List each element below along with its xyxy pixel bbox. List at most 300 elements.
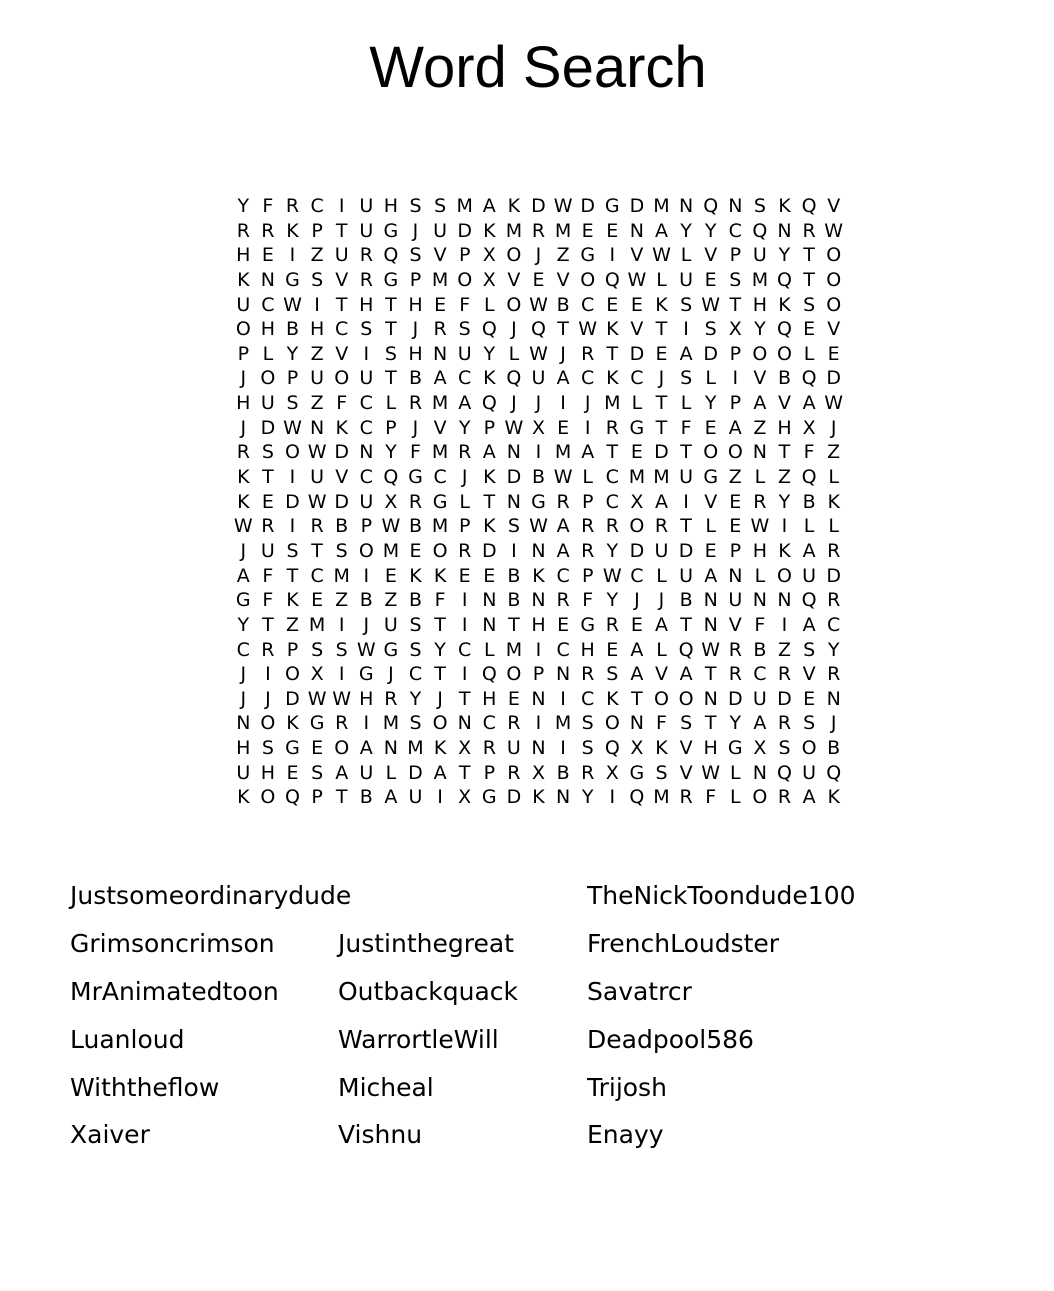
grid-letter: U	[383, 613, 398, 636]
grid-letter: V	[335, 466, 349, 489]
grid-letter: U	[679, 564, 694, 587]
grid-letter: I	[560, 392, 566, 415]
grid-letter: O	[629, 515, 645, 538]
grid-letter: R	[679, 786, 693, 809]
grid-letter: D	[481, 539, 497, 562]
word-list-item: Luanloud	[70, 1025, 185, 1054]
grid-letter: U	[236, 293, 251, 316]
grid-letter: Q	[383, 244, 399, 267]
grid-letter: O	[752, 786, 768, 809]
grid-letter: B	[556, 293, 570, 316]
grid-letter: R	[236, 219, 250, 242]
grid-letter: I	[560, 687, 566, 710]
grid-letter: S	[409, 613, 422, 636]
grid-letter: O	[826, 244, 842, 267]
grid-letter: R	[335, 712, 349, 735]
grid-letter: Y	[385, 441, 397, 464]
grid-letter: K	[483, 466, 496, 489]
grid-letter: S	[803, 638, 816, 661]
grid-letter: G	[358, 663, 374, 686]
grid-letter: N	[432, 342, 448, 365]
grid-letter: U	[359, 219, 374, 242]
grid-letter: H	[408, 342, 423, 365]
grid-letter: A	[704, 564, 718, 587]
grid-letter: R	[482, 737, 496, 760]
grid-letter: C	[359, 416, 373, 439]
grid-letter: T	[606, 441, 619, 464]
grid-letter: I	[584, 416, 591, 439]
grid-letter: O	[604, 712, 620, 735]
grid-letter: Z	[310, 342, 324, 365]
grid-letter: I	[511, 539, 517, 562]
grid-letter: D	[727, 687, 743, 710]
grid-letter: S	[680, 367, 693, 390]
grid-letter: J	[240, 367, 247, 390]
grid-letter: R	[605, 515, 619, 538]
grid-letter: R	[285, 195, 300, 217]
grid-letter: U	[359, 195, 374, 217]
grid-letter: U	[679, 466, 694, 489]
grid-letter: C	[753, 663, 767, 686]
word-list-item: Micheal	[338, 1073, 434, 1102]
grid-letter: I	[560, 737, 566, 760]
grid-letter: P	[385, 416, 397, 439]
grid-letter: R	[261, 515, 275, 538]
grid-letter: E	[261, 244, 274, 267]
grid-letter: N	[457, 712, 472, 735]
grid-letter: Z	[556, 244, 570, 267]
grid-letter: N	[629, 712, 644, 735]
grid-letter: U	[359, 761, 374, 784]
grid-letter: A	[654, 613, 668, 636]
grid-letter: T	[704, 712, 717, 735]
grid-letter: H	[482, 687, 497, 710]
grid-letter: R	[408, 490, 423, 513]
grid-letter: H	[359, 687, 374, 710]
grid-letter: D	[531, 195, 546, 217]
grid-letter: S	[311, 761, 324, 784]
grid-letter: E	[803, 687, 816, 710]
grid-letter: K	[237, 466, 250, 489]
grid-letter: P	[409, 268, 422, 291]
grid-letter: M	[382, 539, 400, 562]
grid-letter: G	[383, 219, 399, 242]
grid-letter: F	[754, 613, 766, 636]
grid-letter: R	[556, 589, 570, 612]
grid-letter: V	[556, 268, 570, 291]
grid-letter: R	[458, 441, 472, 464]
grid-letter: E	[655, 342, 668, 365]
grid-letter: M	[751, 268, 769, 291]
grid-letter: M	[431, 392, 449, 415]
grid-letter: R	[753, 490, 767, 513]
grid-letter: T	[262, 466, 274, 489]
grid-letter: G	[629, 416, 645, 439]
grid-letter: C	[458, 638, 472, 661]
grid-letter: H	[383, 195, 399, 217]
grid-letter: I	[535, 638, 542, 661]
grid-letter: X	[630, 490, 644, 513]
grid-letter: T	[458, 687, 471, 710]
word-list-item: Xaiver	[70, 1120, 150, 1149]
grid-letter: L	[656, 638, 667, 661]
grid-letter: Y	[483, 342, 496, 365]
grid-letter: A	[581, 441, 595, 464]
grid-letter: C	[310, 564, 324, 587]
grid-letter: Q	[481, 663, 497, 686]
grid-letter: G	[285, 268, 300, 291]
grid-letter: Z	[285, 613, 299, 636]
grid-letter: Q	[531, 318, 546, 341]
grid-letter: Y	[606, 539, 619, 562]
grid-letter: A	[630, 638, 644, 661]
grid-letter: S	[434, 195, 447, 217]
grid-letter: C	[827, 613, 841, 636]
grid-letter: C	[581, 687, 595, 710]
grid-letter: X	[310, 663, 324, 686]
grid-letter: U	[359, 367, 374, 390]
grid-letter: J	[240, 539, 247, 562]
grid-letter: E	[704, 539, 717, 562]
grid-letter: C	[581, 367, 595, 390]
grid-letter: V	[753, 367, 767, 390]
grid-letter: L	[705, 367, 716, 390]
grid-letter: P	[286, 638, 299, 661]
grid-letter: D	[678, 539, 694, 562]
grid-letter: G	[235, 589, 251, 612]
grid-letter: Q	[481, 392, 497, 415]
grid-letter: N	[555, 786, 571, 809]
grid-letter: K	[532, 786, 545, 809]
grid-letter: K	[237, 786, 250, 809]
grid-letter: E	[606, 638, 619, 661]
grid-letter: U	[802, 564, 817, 587]
grid-letter: J	[412, 219, 419, 242]
grid-letter: V	[630, 318, 644, 341]
grid-letter: N	[777, 219, 792, 242]
grid-letter: O	[777, 342, 792, 365]
word-list-item: Enayy	[587, 1120, 664, 1149]
grid-letter: O	[678, 687, 694, 710]
grid-letter: M	[554, 712, 572, 735]
grid-letter: W	[307, 441, 327, 464]
grid-letter: K	[532, 564, 545, 587]
grid-letter: D	[506, 466, 522, 489]
grid-letter: R	[433, 318, 447, 341]
grid-letter: R	[384, 687, 398, 710]
grid-letter: B	[753, 638, 767, 661]
grid-letter: G	[383, 638, 399, 661]
grid-letter: G	[432, 490, 448, 513]
grid-letter: K	[286, 589, 299, 612]
grid-letter: N	[482, 613, 497, 636]
grid-letter: A	[802, 392, 816, 415]
grid-letter: D	[629, 539, 645, 562]
grid-letter: Q	[678, 638, 694, 661]
grid-letter: R	[408, 392, 423, 415]
grid-letter: A	[654, 490, 668, 513]
grid-letter: W	[750, 515, 770, 538]
grid-letter: F	[336, 392, 348, 415]
grid-letter: Q	[801, 195, 817, 217]
grid-letter: N	[555, 663, 571, 686]
grid-letter: T	[655, 318, 668, 341]
grid-letter: X	[482, 268, 496, 291]
grid-letter: R	[556, 490, 570, 513]
grid-letter: R	[605, 416, 619, 439]
grid-letter: S	[507, 515, 520, 538]
grid-letter: W	[824, 392, 844, 415]
grid-letter: I	[781, 515, 788, 538]
grid-letter: M	[653, 786, 670, 809]
grid-letter: W	[553, 466, 573, 489]
grid-letter: N	[826, 687, 841, 710]
grid-letter: C	[359, 466, 373, 489]
grid-letter: R	[261, 219, 275, 242]
grid-letter: Z	[777, 638, 791, 661]
grid-letter: Q	[777, 268, 792, 291]
word-list-item: Justinthegreat	[338, 929, 514, 958]
grid-letter: Y	[827, 638, 840, 661]
grid-letter: K	[778, 539, 791, 562]
grid-letter: E	[630, 441, 643, 464]
grid-letter: F	[680, 416, 692, 439]
grid-letter: N	[703, 687, 718, 710]
grid-letter: N	[678, 195, 694, 217]
word-list-item: Justsomeordinarydude	[70, 881, 352, 910]
grid-letter: U	[531, 367, 546, 390]
grid-letter: E	[606, 293, 619, 316]
grid-letter: J	[830, 712, 837, 735]
grid-letter: I	[289, 244, 296, 267]
grid-letter: D	[506, 786, 522, 809]
grid-letter: U	[752, 687, 767, 710]
grid-letter: L	[705, 515, 716, 538]
grid-letter: Z	[384, 589, 398, 612]
grid-letter: K	[433, 564, 447, 587]
grid-letter: K	[483, 367, 496, 390]
grid-letter: M	[505, 638, 523, 661]
grid-letter: D	[629, 342, 645, 365]
grid-letter: T	[606, 342, 619, 365]
grid-letter: R	[581, 663, 595, 686]
grid-letter: H	[580, 638, 595, 661]
grid-letter: V	[827, 195, 841, 217]
grid-letter: U	[728, 589, 743, 612]
grid-letter: S	[409, 244, 422, 267]
grid-letter: O	[654, 687, 669, 710]
grid-letter: H	[408, 293, 423, 316]
grid-letter: S	[261, 441, 274, 464]
grid-letter: R	[507, 761, 521, 784]
grid-letter: V	[433, 244, 447, 267]
grid-letter: W	[701, 293, 721, 316]
grid-letter: K	[335, 416, 348, 439]
grid-letter: O	[260, 786, 276, 809]
grid-letter: B	[408, 367, 422, 390]
grid-letter: S	[311, 638, 324, 661]
grid-letter: J	[265, 687, 271, 710]
grid-letter: W	[283, 293, 302, 316]
grid-letter: E	[606, 219, 619, 242]
grid-letter: Q	[481, 318, 497, 341]
grid-letter: U	[654, 539, 669, 562]
grid-letter: I	[609, 786, 616, 809]
grid-letter: D	[334, 441, 349, 464]
grid-letter: D	[580, 195, 595, 217]
grid-letter: X	[753, 737, 767, 760]
grid-letter: O	[506, 663, 522, 686]
grid-letter: E	[630, 293, 643, 316]
grid-letter: M	[554, 441, 572, 464]
grid-letter: X	[482, 244, 496, 267]
grid-letter: S	[286, 392, 299, 415]
grid-letter: Z	[827, 441, 841, 464]
grid-letter: I	[683, 490, 689, 513]
grid-letter: U	[802, 761, 817, 784]
grid-letter: M	[505, 219, 523, 242]
grid-letter: S	[803, 712, 816, 735]
grid-letter: B	[827, 737, 841, 760]
grid-letter: G	[604, 195, 620, 217]
grid-letter: U	[334, 244, 349, 267]
grid-letter: T	[458, 761, 471, 784]
grid-letter: T	[508, 613, 520, 636]
grid-letter: K	[827, 490, 840, 513]
grid-letter: T	[680, 515, 692, 538]
grid-letter: V	[335, 268, 349, 291]
grid-letter: B	[507, 564, 521, 587]
grid-letter: C	[556, 638, 570, 661]
grid-letter: L	[730, 761, 741, 784]
grid-letter: V	[507, 268, 521, 291]
grid-letter: M	[431, 441, 449, 464]
grid-letter: A	[802, 539, 816, 562]
grid-letter: W	[652, 244, 671, 267]
grid-letter: I	[289, 466, 296, 489]
grid-letter: S	[704, 318, 717, 341]
grid-letter: G	[629, 761, 645, 784]
grid-letter: G	[727, 737, 743, 760]
grid-letter: W	[356, 638, 376, 661]
grid-letter: Y	[754, 318, 766, 341]
grid-letter: O	[432, 539, 448, 562]
grid-letter: A	[236, 564, 250, 587]
grid-letter: J	[240, 663, 247, 686]
grid-letter: U	[457, 342, 472, 365]
grid-letter: C	[605, 490, 619, 513]
grid-letter: P	[311, 786, 323, 809]
grid-letter: R	[581, 761, 595, 784]
grid-letter: M	[653, 466, 670, 489]
grid-letter: I	[609, 244, 616, 267]
grid-letter: M	[554, 219, 572, 242]
grid-letter: R	[777, 712, 792, 735]
grid-letter: A	[654, 219, 668, 242]
grid-letter: M	[456, 195, 473, 217]
grid-letter: E	[311, 589, 324, 612]
grid-letter: W	[701, 761, 721, 784]
grid-letter: W	[627, 268, 647, 291]
grid-letter: T	[335, 786, 348, 809]
grid-letter: Q	[703, 195, 719, 217]
grid-letter: K	[286, 219, 299, 242]
grid-letter: U	[506, 737, 521, 760]
page-title: Word Search	[369, 35, 707, 100]
grid-letter: Z	[310, 244, 324, 267]
grid-letter: V	[654, 663, 668, 686]
grid-letter: P	[532, 663, 545, 686]
grid-letter: Y	[778, 490, 791, 513]
grid-letter: L	[680, 392, 692, 415]
grid-letter: H	[531, 613, 546, 636]
grid-letter: K	[409, 564, 422, 587]
grid-letter: B	[802, 490, 816, 513]
grid-letter: M	[604, 392, 621, 415]
grid-letter: Z	[728, 466, 742, 489]
grid-letter: K	[507, 195, 521, 217]
grid-letter: F	[262, 589, 274, 612]
grid-letter: D	[408, 761, 423, 784]
grid-letter: C	[261, 293, 275, 316]
grid-letter: T	[335, 293, 348, 316]
grid-letter: D	[457, 219, 472, 242]
grid-letter: T	[262, 613, 274, 636]
grid-letter: H	[236, 392, 251, 415]
grid-letter: I	[314, 293, 320, 316]
grid-letter: I	[461, 663, 468, 686]
grid-letter: B	[408, 515, 422, 538]
grid-letter: A	[482, 441, 496, 464]
grid-letter: D	[285, 687, 300, 710]
grid-letter: I	[363, 712, 370, 735]
grid-letter: C	[581, 293, 595, 316]
grid-letter: O	[334, 367, 350, 390]
grid-letter: A	[753, 392, 767, 415]
grid-letter: O	[703, 441, 719, 464]
grid-letter: J	[658, 367, 665, 390]
grid-letter: S	[311, 268, 324, 291]
grid-letter: E	[803, 318, 816, 341]
grid-letter: L	[262, 342, 274, 365]
grid-letter: L	[730, 786, 741, 809]
grid-letter: J	[240, 416, 247, 439]
grid-letter: S	[581, 737, 594, 760]
grid-letter: N	[383, 737, 398, 760]
grid-letter: W	[233, 515, 253, 538]
grid-letter: K	[286, 712, 299, 735]
grid-letter: Y	[286, 342, 299, 365]
grid-letter: Q	[506, 367, 522, 390]
grid-letter: W	[529, 293, 548, 316]
word-list-item: Vishnu	[338, 1120, 423, 1149]
word-list-item: FrenchLoudster	[587, 929, 780, 958]
grid-letter: O	[580, 268, 596, 291]
grid-letter: O	[358, 539, 374, 562]
grid-letter: C	[605, 466, 619, 489]
grid-letter: C	[359, 392, 373, 415]
grid-letter: T	[778, 441, 791, 464]
grid-letter: X	[384, 490, 398, 513]
grid-letter: E	[729, 490, 742, 513]
grid-letter: N	[703, 589, 718, 612]
grid-letter: S	[680, 293, 693, 316]
grid-letter: M	[431, 515, 449, 538]
grid-letter: G	[309, 712, 325, 735]
grid-letter: D	[260, 416, 276, 439]
grid-letter: K	[606, 367, 619, 390]
grid-letter: A	[384, 786, 398, 809]
